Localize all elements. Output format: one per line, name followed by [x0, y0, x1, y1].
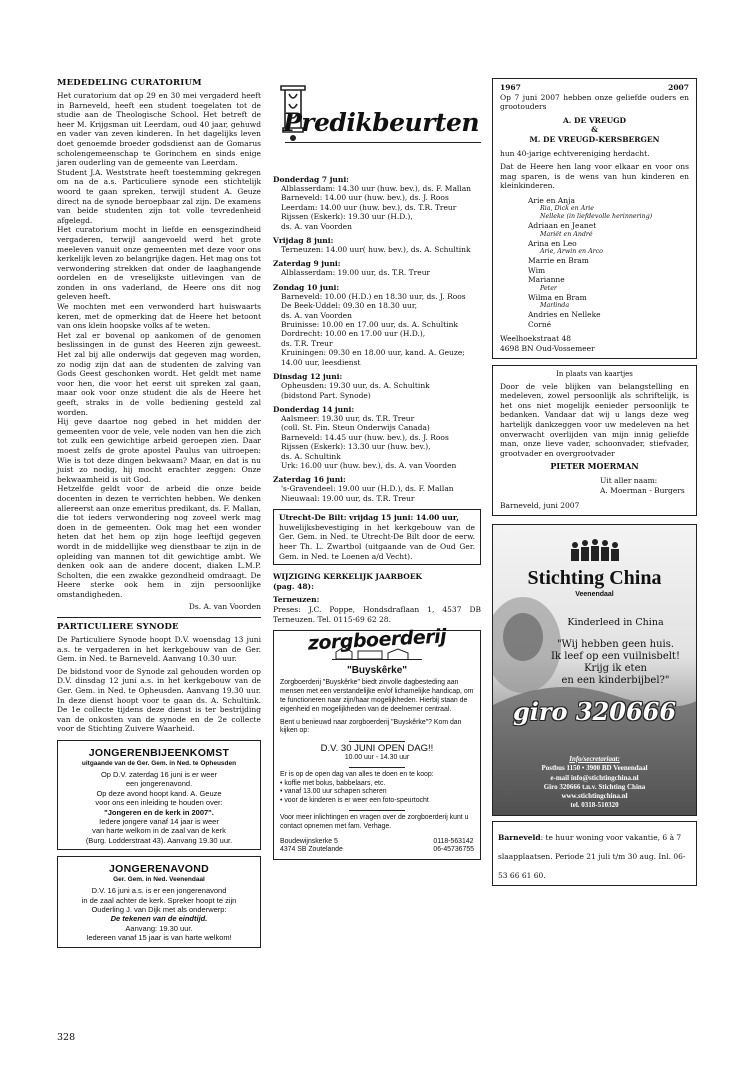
line: Op D.V. zaterdag 16 juni is er weer: [100, 770, 218, 779]
line: voor ons een inleiding te houden over:: [95, 798, 223, 808]
address-line: Boudewijnskerke 5: [280, 837, 338, 845]
quote-line: Krijg ik eten: [584, 662, 647, 674]
family-member: Andries en Nelleke: [528, 310, 601, 320]
service-line: Alblasserdam: 14.30 uur (huw. bev.), ds. F. Mallan: [281, 184, 472, 193]
kaartjes-title: In plaats van kaartjes: [556, 369, 633, 378]
preekbeurten-list: [273, 175, 481, 503]
family-children: Marlinda: [540, 302, 570, 310]
china-quote: [533, 639, 697, 687]
phone-line: 06-45736755: [433, 846, 474, 854]
kaartjes-sign1: Uit aller naam:: [600, 475, 658, 485]
service-day: [273, 175, 481, 231]
service-day: [273, 283, 481, 367]
paragraph: We mochten met een verwonderd hart huiswaarts keren, met de opmerking dat de Heere het betoont van ons klein hoopske volks af te weten.: [57, 302, 261, 331]
service-line: Rijssen (Eskerk): 19.30 uur (H.D.),: [281, 212, 413, 222]
service-line: 14.00 uur, leesdienst: [281, 357, 361, 367]
family-member: Wilma en Bram: [528, 292, 587, 302]
line: (Burg. Lodderstraat 43). Aanvang 19.30 uur.: [85, 835, 233, 845]
quote-line: "Wij hebben geen huis.: [556, 638, 675, 650]
family-member: Adriaan en Jeanet: [528, 221, 597, 231]
zorgboerderij-event: D.V. 30 JUNI OPEN DAG!!: [320, 743, 434, 755]
jubileum-intro: Op 7 juni 2007 hebben onze geliefde ouders en grootouders: [500, 92, 689, 112]
service-day-label: Zondag 10 juni:: [273, 282, 340, 292]
zorgboerderij-logo-text: zorgboerderij: [307, 625, 447, 655]
utrecht-lead: Utrecht-De Bilt: vrijdag 15 juni: 14.00 uur,: [279, 513, 459, 523]
wijziging-place: Terneuzen:: [273, 595, 320, 605]
line: Ouderling J. van Dijk met als onderwerp:: [91, 905, 227, 915]
family-children: Arie, Arwin en Arco: [540, 248, 603, 256]
info-line: Giro 320666 t.n.v. Stichting China: [543, 782, 646, 791]
kaartjes-box: [492, 365, 697, 516]
line: D.V. 16 juni a.s. is er een jongerenavond: [91, 886, 227, 896]
curatorium-title: MEDEDELING CURATORIUM: [57, 78, 202, 88]
service-line: Opheusden: 19.30 uur, ds. A. Schultink: [281, 381, 430, 391]
line: Iedere jongere vanaf 14 jaar is weer: [99, 817, 219, 827]
service-day-label: Donderdag 7 juni:: [273, 175, 349, 184]
service-line: Barneveld: 10.00 (H.D.) en 18.30 uur, ds. J. Roos: [281, 291, 466, 301]
family-children: Peter: [540, 284, 557, 292]
curatorium-body: [57, 91, 261, 599]
column-middle: [273, 78, 481, 860]
quote-line: Ik leef op een vuilnisbelt!: [551, 650, 680, 662]
service-line: Leerdam: 14.00 uur (huw. bev.), ds. T.R. Treur: [281, 202, 457, 212]
jubileum-city: 4698 BN Oud-Vossemeer: [500, 344, 595, 354]
line: een jongerenavond.: [125, 779, 193, 789]
service-day-label: Donderdag 14 juni:: [273, 404, 355, 414]
jubileum-years: [500, 83, 689, 93]
line: Iedereen vanaf 15 jaar is van harte welkom!: [86, 933, 232, 943]
divider: [349, 741, 405, 742]
verhuur-box: [492, 821, 697, 886]
wijziging-text: Preses: J.C. Poppe, Hondsdraflaan 1, 4537 DB Terneuzen. Tel. 0115-69 62 28.: [273, 604, 481, 624]
family-member: Arie en Anja: [528, 195, 575, 205]
service-day: [273, 475, 481, 503]
jubileum-name2: M. DE VREUGD-KERSBERGEN: [529, 134, 660, 144]
kaartjes-text: Door de vele blijken van belangstelling en medeleven, zowel persoonlijk als schriftelijk, is het ons niet mogelijk eenieder persoonlijk te bedanken. Vandaar dat wij u langs deze weg hartelijk dankzeggen voor uw medeleven na het onverwacht overlijden van mijn innig geliefde man, onze lieve vader, schoonvader, stiefvader, grootvader en overgrootvader: [500, 381, 689, 458]
line: De tekenen van de eindtijd.: [110, 914, 208, 924]
list-item: • vanaf 13.00 uur schapen scheren: [280, 788, 387, 796]
year-left: 1967: [500, 83, 521, 92]
wijziging-section: [273, 572, 481, 624]
synode-p2: De bidstond voor de Synode zal gehouden worden op D.V. dinsdag 12 juni a.s. in het kerkgebouw van de Ger. Gem. in Ned. te Opheusden. Aanvang 19.30 uur. In deze dienst hoopt voor te gaan ds. A. Schultink. De 1e collecte tijdens deze dienst is ter bestrijding van de onkosten van de synode en de 2e collecte voor de Stichting Zuivere Waarheid.: [57, 666, 261, 734]
family-member: Marrie en Bram: [528, 256, 589, 266]
service-day: [273, 372, 481, 400]
service-day: [273, 259, 481, 277]
column-left: [57, 78, 261, 948]
china-info: [493, 755, 696, 811]
divider: [349, 767, 405, 768]
synode-p1: De Particuliere Synode hoopt D.V. woensdag 13 juni a.s. te vergaderen in het kerkgebouw van de Ger. Gem. in Ned. te Barneveld. Aanvang 10.30 uur.: [57, 635, 261, 664]
service-line: ds. A. Schultink: [281, 451, 341, 461]
jubileum-name1: A. DE VREUGD: [562, 115, 627, 125]
china-title: Stichting China: [527, 566, 662, 589]
title-underline: [285, 142, 481, 143]
phone-line: 0118-563142: [433, 837, 474, 845]
synode-title: PARTICULIERE SYNODE: [57, 622, 179, 633]
paragraph: Hetzelfde geldt voor de arbeid die onze beide docenten in dezen te verrichten hebben. We denken allereerst aan onze emeritus predikant, ds. F. Mallan, die tot ieders verwondering nog zoveel werk mag doen in de gemeenten. Ook mag het een wonder heten dat het hem op zijn hoge leeftijd gegeven wordt in de middellijke weg dienstbaar te zijn in de opleiding van mannen tot dit gewichtige ambt. We denken ook aan de andere docent, diaken L.M.P. Scholten, die een zwakke gezondheid omdraagt. De Heere sterke ook hem in zijn persoonlijke omstandigheden.: [57, 484, 261, 599]
jubileum-street: Weelhoekstraat 48: [500, 334, 572, 344]
jubileum-box: [492, 78, 697, 359]
info-line: www.stichtingchina.nl: [561, 792, 628, 801]
service-line: Nieuwaal: 19.00 uur, ds. T.R. Treur: [281, 493, 415, 503]
kaartjes-place: Barneveld, juni 2007: [500, 501, 580, 511]
jubileum-amp: &: [591, 125, 598, 135]
column-right: [492, 78, 697, 886]
line: in de zaal achter de kerk. Spreker hoopt te zijn: [81, 895, 237, 905]
people-icon: [571, 539, 619, 561]
verhuur-lead: Barneveld: [498, 832, 541, 842]
paragraph: Het zal er bovenal op aankomen of de genomen beslissingen in de gunst des Heeren zijn geweest. Het zal bij alle onderwijs dat gegeven mag worden, zo nodig zijn dat aan de studenten de zalving van Gods Geest geschonken wordt. Het geldt met name voor hen, die voor het eerst uit spreken zal gaan, maar ook voor onze student die als de Heere het geeft, straks in de volle bediening gesteld zal worden.: [57, 330, 261, 417]
china-tagline: Kinderleed in China: [567, 616, 664, 628]
zorgboerderij-intro: Zorgboerderij "Buyskêrke" biedt zinvolle dagbesteding aan mensen met een verstandelijke en/of lichamelijke handicap, om te functioneren naar zijn/haar mogelijkheden. Hierbij staan de eigenheid en mogelijkheden van de deelnemer centraal.: [280, 679, 474, 713]
service-day-label: Dinsdag 12 juni:: [273, 372, 343, 382]
jongerenbijeenkomst-subtitle: uitgaande van de Ger. Gem. in Ned. te Opheusden: [81, 760, 237, 767]
quote-line: en een kinderbijbel?": [561, 674, 670, 686]
service-line: (bidstond Part. Synode): [281, 390, 371, 400]
service-line: Barneveld: 14.45 uur (huw. bev.), ds. J. Roos: [281, 432, 449, 442]
paragraph: Student J.A. Weststrate heeft toestemming gekregen om na de a.s. Particuliere synode een stichtelijk woord te gaan spreken, terwijl student A. Geuze direct na de synode beroepbaar zal zijn. De examens van beide studenten zijn tot volle tevredenheid afgelegd.: [57, 167, 261, 225]
service-line: (coll. St. Fin. Steun Onderwijs Canada): [281, 423, 430, 433]
service-day-label: Zaterdag 9 juni:: [273, 259, 341, 269]
year-right: 2007: [668, 83, 689, 92]
china-subtitle: Veenendaal: [575, 590, 614, 598]
preekbeurten-header: [273, 78, 481, 170]
service-day-label: Zaterdag 16 juni:: [273, 475, 346, 485]
service-line: Aalsmeer: 19.30 uur, ds. T.R. Treur: [281, 413, 415, 423]
kaartjes-name: PIETER MOERMAN: [550, 461, 639, 472]
line: "Jongeren en de kerk in 2007".: [104, 807, 214, 817]
zorgboerderij-name: "Buyskêrke": [346, 664, 408, 676]
line: Op deze avond hoopt kand. A. Geuze: [96, 788, 222, 798]
utrecht-text: huwelijksbevestiging in het kerkgebouw van de Ger. Gem. in Ned. te Utrecht-De Bilt door de eerw. heer Th. L. Zwartbol (uitgaande van de Oud Ger. Gem. in Ned. te Loenen a/d Vecht).: [279, 522, 475, 561]
zorgboerderij-logo: [280, 625, 474, 665]
zorgboerderij-ad: [273, 625, 481, 860]
china-ad: [492, 524, 697, 816]
service-line: ds. A. van Voorden: [281, 310, 352, 320]
service-line: Barneveld: 14.00 uur (huw. bev.), ds. J. Roos: [281, 193, 449, 203]
service-line: Dordrecht: 10.00 en 17.00 uur (H.D.),: [281, 329, 426, 339]
zorgboerderij-contact: [280, 838, 474, 856]
preekbeurten-title: Predikbeurten: [283, 108, 480, 137]
jongerenavond-subtitle: Ger. Gem. in Ned. Veenendaal: [113, 876, 205, 884]
utrecht-box: [273, 509, 481, 565]
line: Aanvang: 19.30 uur.: [125, 923, 193, 933]
paragraph: Het curatorium mocht in liefde en eensgezindheid vergaderen, terwijl aangevoeld werd het grote meeleven vanuit onze gemeenten met deze voor ons kerkelijk leven zo belangrijke dagen. Het mag ons tot verwondering strekken dat onder de laaghangende oordelen en de vreselijkste uitlevingen van de zonden in ons vaderland, de Heere ons dit nog geleven heeft.: [57, 225, 261, 302]
kaartjes-sign2: A. Moerman - Burgers: [600, 485, 685, 495]
service-line: Kruiningen: 09.30 en 18.00 uur, kand. A. Geuze;: [281, 348, 465, 358]
page-number: 328: [57, 1032, 76, 1043]
service-line: De Beek-Uddel: 09.30 en 18.30 uur,: [281, 301, 418, 311]
zorgboerderij-program-intro: Er is op de open dag van alles te doen en te koop:: [280, 770, 434, 778]
address-line: 4374 SB Zoutelande: [280, 846, 343, 854]
list-item: • voor de kinderen is er weer een foto-speurtocht: [280, 797, 429, 805]
service-line: Rijssen (Eskerk): 13.30 uur (huw. bev.),: [281, 442, 431, 452]
jubileum-anniv: hun 40-jarige echtvereniging herdacht.: [500, 148, 650, 158]
paragraph: Het curatorium dat op 29 en 30 mei vergaderd heeft in Barneveld, heeft een student toegelaten tot de studie aan de Theologische School. Het betreft de heer M. Krijgsman uit Leerdam, oud 40 jaar, gehuwd en vader van zeven kinderen. In het dagelijks leven doet genoemde broeder godsdienst aan de Gomarus scholengemeenschap te Gorinchem en sinds enige jaren ouderling van de gemeente van Leerdam.: [57, 91, 261, 168]
china-giro: giro 320666: [512, 696, 677, 726]
info-line: tel. 0318-510320: [570, 801, 619, 810]
wijziging-title: WIJZIGING KERKELIJK JAARBOEK: [273, 572, 423, 582]
family-member: Arina en Leo: [528, 238, 577, 248]
jongerenbijeenkomst-box: [57, 740, 261, 850]
service-line: Bruinisse: 10.00 en 17.00 uur, ds. A. Schultink: [281, 320, 458, 330]
info-line: Postbus 1150 • 3900 BD Veenendaal: [541, 764, 648, 773]
jubileum-thanks: Dat de Heere hen lang voor elkaar en voor ons mag sparen, is de wens van hun kinderen en kleinkinderen.: [500, 162, 689, 191]
service-line: Alblasserdam: 19.00 uur, ds. T.R. Treur: [281, 268, 431, 278]
service-day-label: Vrijdag 8 juni:: [273, 236, 334, 246]
service-line: ds. T.R. Treur: [281, 338, 333, 348]
divider: [57, 617, 261, 618]
service-day: [273, 405, 481, 470]
family-member: Marianne: [528, 275, 565, 285]
divider: [349, 810, 405, 811]
jongerenbijeenkomst-title: JONGERENBIJEENKOMST: [88, 747, 230, 759]
list-item: • koffie met bolus, babbelaars, etc.: [280, 779, 386, 787]
family-list: [500, 196, 689, 330]
family-member: Corné: [528, 319, 552, 329]
jongerenavond-title: JONGERENAVOND: [109, 863, 209, 876]
wijziging-subtitle: (pag. 48):: [273, 581, 314, 591]
curatorium-signature: Ds. A. van Voorden: [188, 602, 261, 612]
family-children: Mariët en André: [540, 230, 593, 238]
family-children: Ria, Dick en Arie: [540, 205, 595, 213]
service-line: Terneuzen: 14.00 uur( huw. bev.), ds. A. Schultink: [281, 245, 471, 255]
family-children: Nelleke (in liefdevolle herinnering): [540, 213, 653, 221]
verhuur-text: : te huur woning voor vakantie, 6 à 7 slaapplaatsen. Periode 21 juli t/m 30 aug. Inl. 06-53 66 61 60.: [498, 832, 686, 880]
family-member: Wim: [528, 265, 546, 275]
info-line: e-mail info@stichtingchina.nl: [550, 773, 639, 782]
service-line: ds. A. van Voorden: [281, 221, 352, 231]
jongerenavond-box: [57, 856, 261, 947]
service-day: [273, 236, 481, 254]
zorgboerderij-invite: Bent u benieuwd naar zorgboerderij "Buyskêrke"? Kom dan kijken op:: [280, 718, 462, 735]
service-line: 's-Gravendeel: 19.00 uur (H.D.), ds. F. Mallan: [281, 484, 454, 494]
line: van harte welkom in de zaal van de kerk: [92, 826, 226, 836]
service-line: Urk: 16.00 uur (huw. bev.), ds. A. van Voorden: [281, 460, 457, 470]
zorgboerderij-time: 10.00 uur - 14.30 uur: [344, 754, 410, 762]
zorgboerderij-info: Voor meer inlichtingen en vragen over de zorgboerderij kunt u contact opnemen met fam. Verhage.: [280, 814, 469, 830]
info-title: Info/secretariaat:: [569, 754, 620, 763]
paragraph: Hij geve daartoe nog gebed in het midden der gemeenten voor de vele, vele noden van hen die zich tot zulk een gewichtige arbeid geroepen zien. Daar moest zelfs de grote apostel Paulus van uitroepen: Wie is tot deze dingen bekwaam? Maar, en dat is nu juist zo nodig, hij mocht erachter zeggen: Onze bekwaamheid is uit God.: [57, 417, 261, 484]
